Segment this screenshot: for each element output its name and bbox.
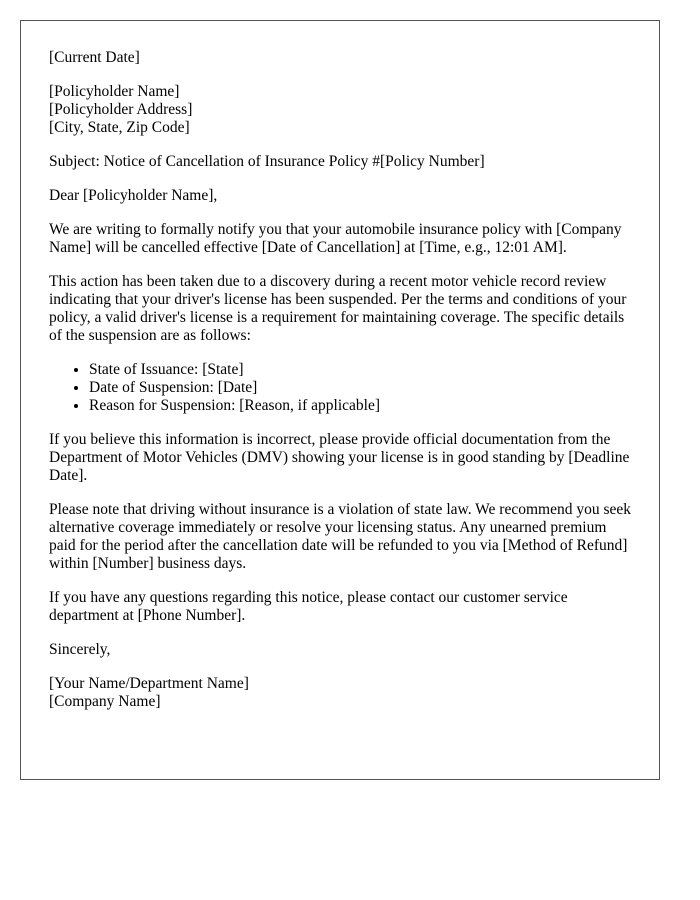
paragraph-contact: If you have any questions regarding this notice, please contact our customer service department at [Phone Number]. <box>49 589 568 624</box>
paragraph-refund: Please note that driving without insurance is a violation of state law. We recommend you seek alternative coverage immediately or resolve your licensing status. Any unearned premium paid for the period after the cancellation date will be refunded to you via [Method of Refund] within [Number] business days. <box>49 501 632 572</box>
list-item: • Reason for Suspension: [Reason, if applicable] <box>89 397 631 415</box>
recipient-name: [Policyholder Name] <box>49 83 180 100</box>
recipient-block <box>49 83 631 137</box>
letter-document <box>20 20 660 780</box>
recipient-address: [Policyholder Address] <box>49 101 193 118</box>
letter-closing: Sincerely, <box>49 641 111 658</box>
paragraph-reason: This action has been taken due to a discovery during a recent motor vehicle record review indicating that your driver's license has been suspended. Per the terms and conditions of your policy, a valid driver's license is a requirement for maintaining coverage. The specific details of the suspension are as follows: <box>49 273 627 344</box>
suspension-details-list <box>49 361 631 415</box>
paragraph-dispute: If you believe this information is incorrect, please provide official documentation from the Department of Motor Vehicles (DMV) showing your license is in good standing by [Deadline Date]. <box>49 431 630 484</box>
signature-company: [Company Name] <box>49 693 161 710</box>
recipient-city-state-zip: [City, State, Zip Code] <box>49 119 190 136</box>
list-item: • State of Issuance: [State] <box>89 361 631 379</box>
list-item: • Date of Suspension: [Date] <box>89 379 631 397</box>
paragraph-cancellation-notice: We are writing to formally notify you that your automobile insurance policy with [Company Name] will be cancelled effective [Date of Cancellation] at [Time, e.g., 12:01 AM]. <box>49 221 622 256</box>
letter-subject: Subject: Notice of Cancellation of Insurance Policy #[Policy Number] <box>49 153 485 170</box>
signature-name: [Your Name/Department Name] <box>49 675 249 692</box>
signature-block <box>49 675 631 711</box>
letter-date: [Current Date] <box>49 49 140 66</box>
letter-salutation: Dear [Policyholder Name], <box>49 187 218 204</box>
